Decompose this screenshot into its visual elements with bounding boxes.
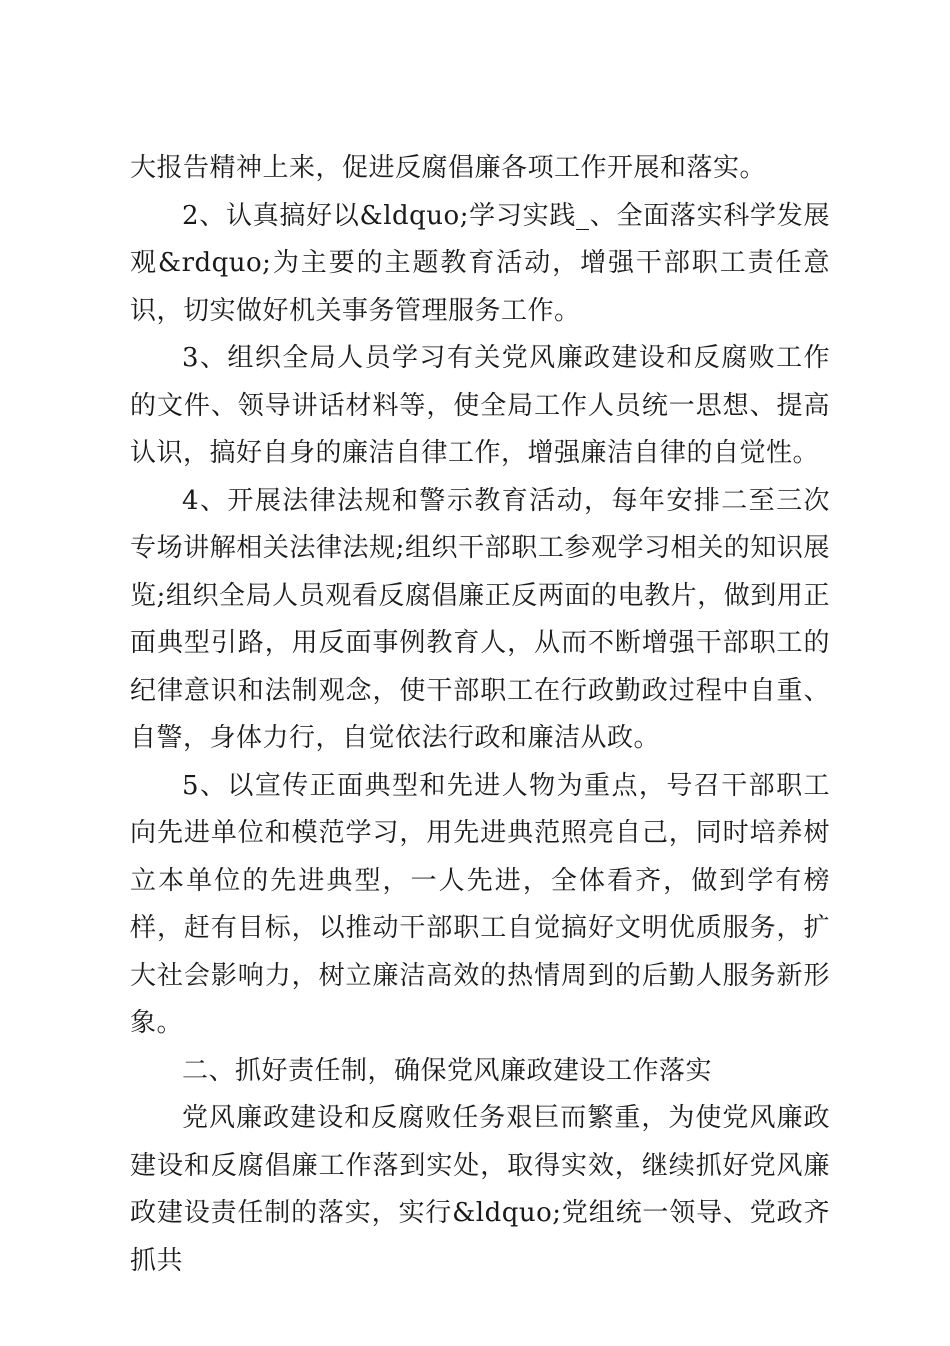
- section-heading: 二、抓好责任制，确保党风廉政建设工作落实: [182, 1055, 713, 1086]
- paragraph-item-2: 2、认真搞好以&ldquo;学习实践_、全面落实科学发展观&rdquo;为主要的主题教育活动，增强干部职工责任意识，切实做好机关事务管理服务工作。: [130, 200, 830, 326]
- document-body: [130, 145, 830, 1285]
- paragraph-item-3: 3、组织全局人员学习有关党风廉政建设和反腐败工作的文件、领导讲话材料等，使全局工作人员统一思想、提高认识，搞好自身的廉洁自律工作，增强廉洁自律的自觉性。: [130, 343, 830, 468]
- paragraph-item-4: 4、开展法律法规和警示教育活动，每年安排二至三次专场讲解相关法律法规;组织干部职工参观学习相关的知识展览;组织全局人员观看反腐倡廉正反两面的电教片，做到用正面典型引路，用反面事例教育人，从而不断增强干部职工的纪律意识和法制观念，使干部职工在行政勤政过程中自重、自警，身体力行，自觉依法行政和廉洁从政。: [130, 485, 830, 753]
- paragraph-continuation: 大报告精神上来，促进反腐倡廉各项工作开展和落实。: [130, 153, 767, 183]
- paragraph-item-5: 5、以宣传正面典型和先进人物为重点，号召干部职工向先进单位和模范学习，用先进典范照亮自己，同时培养树立本单位的先进典型，一人先进，全体看齐，做到学有榜样，赶有目标，以推动干部职工自觉搞好文明优质服务，扩大社会影响力，树立廉洁高效的热情周到的后勤人服务新形象。: [130, 770, 830, 1038]
- paragraph-section-body: 党风廉政建设和反腐败任务艰巨而繁重，为使党风廉政建设和反腐倡廉工作落到实处，取得实效，继续抓好党风廉政建设责任制的落实，实行&ldquo;党组统一领导、党政齐抓共: [130, 1103, 830, 1276]
